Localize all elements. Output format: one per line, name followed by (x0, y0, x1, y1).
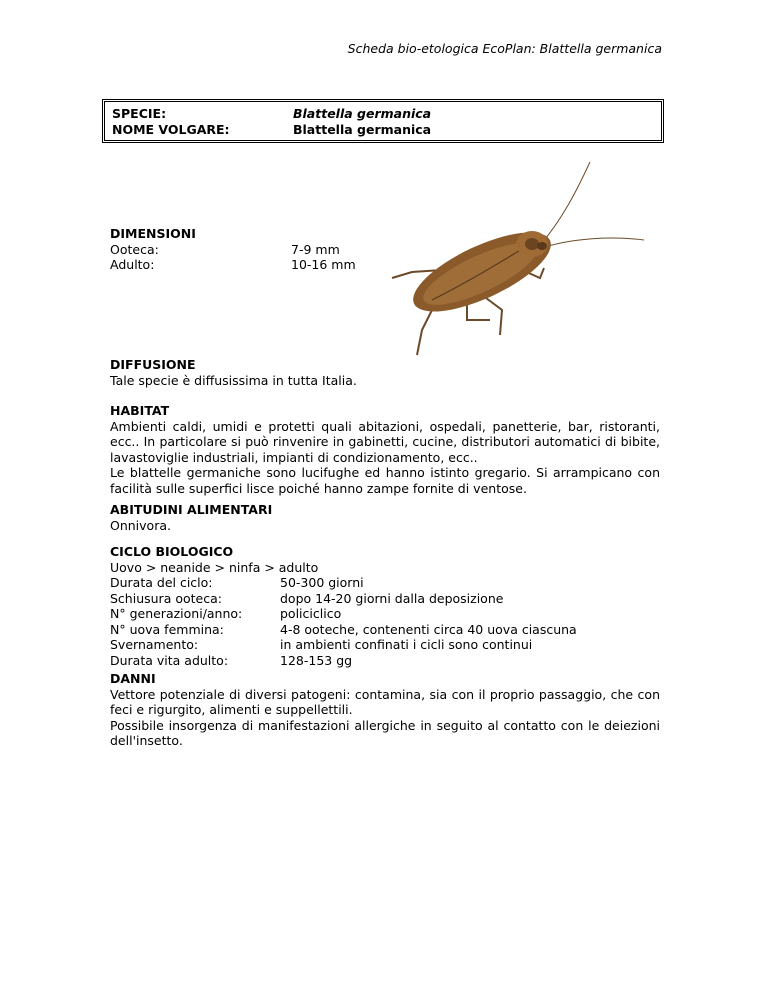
nome-volgare-value: Blattella germanica (293, 122, 432, 137)
cockroach-illustration (372, 160, 662, 360)
danni-paragraph: Possibile insorgenza di manifestazioni allergiche in seguito al contatto con le deiezioni dell'insetto. (110, 717, 660, 748)
habitat-paragraph: Ambienti caldi, umidi e protetti quali abitazioni, ospedali, panetterie, bar, ristoranti, ecc.. In particolare si può rinvenire in gabinetti, cucine, distributori automatici di bibite, lavastoviglie industriali, impianti di condizionamento, ecc.. (110, 418, 660, 465)
ciclo-label: N° generazioni/anno: (110, 606, 243, 621)
ciclo-value: dopo 14-20 giorni dalla deposizione (280, 590, 504, 606)
ciclo-title: CICLO BIOLOGICO (110, 544, 234, 559)
section-diffusione (110, 357, 660, 388)
ciclo-label: Svernamento: (110, 637, 199, 652)
species-box (102, 99, 664, 143)
ciclo-row (110, 575, 660, 591)
ciclo-intro: Uovo > neanide > ninfa > adulto (110, 559, 319, 575)
ciclo-row (110, 591, 660, 607)
dimensioni-value: 10-16 mm (291, 257, 356, 272)
ciclo-label: Durata vita adulto: (110, 652, 229, 668)
diffusione-text: Tale specie è diffusissima in tutta Italia. (110, 372, 357, 388)
danni-paragraph: Vettore potenziale di diversi patogeni: contamina, sia con il proprio passaggio, che con feci e rigurgito, alimenti e suppellettili. (110, 686, 660, 717)
ciclo-label: Schiusura ooteca: (110, 590, 222, 606)
dimensioni-title: DIMENSIONI (110, 226, 196, 241)
specie-label: SPECIE: (112, 106, 167, 121)
ciclo-row (110, 653, 660, 669)
section-abitudini (110, 502, 660, 533)
page-header: Scheda bio-etologica EcoPlan: Blattella germanica (347, 41, 662, 56)
danni-title: DANNI (110, 671, 156, 686)
ciclo-value: 4-8 ooteche, contenenti circa 40 uova ciascuna (280, 621, 577, 637)
ciclo-row (110, 606, 660, 622)
abitudini-text: Onnivora. (110, 517, 171, 533)
ciclo-value: 50-300 giorni (280, 575, 364, 590)
ciclo-row (110, 622, 660, 638)
diffusione-title: DIFFUSIONE (110, 357, 196, 372)
abitudini-title: ABITUDINI ALIMENTARI (110, 502, 273, 517)
section-danni (110, 671, 660, 749)
habitat-title: HABITAT (110, 403, 170, 418)
ciclo-label: N° uova femmina: (110, 621, 224, 637)
section-habitat (110, 403, 660, 496)
section-ciclo (110, 544, 660, 668)
specie-value: Blattella germanica (293, 106, 432, 121)
dimensioni-label: Ooteca: (110, 241, 159, 257)
ciclo-row (110, 637, 660, 653)
nome-volgare-label: NOME VOLGARE: (112, 122, 230, 137)
ciclo-value: in ambienti confinati i cicli sono continui (280, 637, 533, 652)
ciclo-label: Durata del ciclo: (110, 575, 213, 590)
dimensioni-label: Adulto: (110, 257, 155, 272)
ciclo-value: 128-153 gg (280, 652, 353, 668)
habitat-paragraph: Le blattelle germaniche sono lucifughe ed hanno istinto gregario. Si arrampicano con facilità sulle superfici lisce poiché hanno zampe fornite di ventose. (110, 465, 660, 496)
dimensioni-value: 7-9 mm (291, 241, 340, 257)
ciclo-value: policiclico (280, 606, 342, 621)
